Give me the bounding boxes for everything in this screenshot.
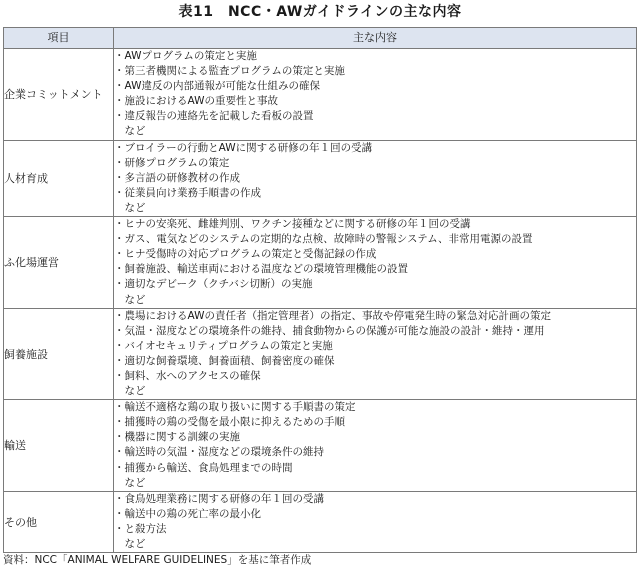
content-item: ・ブロイラーの行動とAWに関する研修の年１回の受講	[114, 141, 373, 154]
content-item: ・と殺方法	[114, 522, 167, 535]
content-item: ・捕獲時の鶏の受傷を最小限に抑えるための手順	[114, 416, 345, 429]
row-category: 企業コミットメント	[4, 49, 114, 141]
content-item: ・機器に関する訓練の実施	[114, 431, 240, 444]
content-item: ・ガス、電気などのシステムの定期的な点検、故障時の警報システム、非常用電源の設置	[114, 233, 533, 246]
table-row	[4, 308, 637, 400]
content-item: など	[114, 385, 146, 398]
content-item: ・ヒナ受傷時の対応プログラムの策定と受傷記録の作成	[114, 248, 377, 261]
content-item: ・ヒナの安楽死、雌雄判別、ワクチン接種などに関する研修の年１回の受講	[114, 218, 471, 231]
row-contents	[114, 400, 637, 492]
content-item: ・気温・湿度などの環境条件の維持、捕食動物からの保護が可能な施設の設計・維持・運用	[114, 324, 545, 337]
content-item: ・多言語の研修教材の作成	[114, 171, 240, 184]
content-item: ・農場におけるAWの責任者（指定管理者）の指定、事故や停電発生時の緊急対応計画の策定	[114, 309, 551, 322]
content-item: など	[114, 201, 146, 214]
content-item: ・バイオセキュリティプログラムの策定と実施	[114, 339, 333, 352]
row-category: 輸送	[4, 400, 114, 492]
source-note: 資料：NCC「ANIMAL WELFARE GUIDELINES」を基に筆者作成	[3, 554, 312, 566]
content-item: ・適切なデビーク（クチバシ切断）の実施	[114, 278, 313, 291]
row-contents	[114, 140, 637, 216]
content-item: ・研修プログラムの策定	[114, 156, 230, 169]
row-category: その他	[4, 491, 114, 552]
table-header-row	[4, 28, 637, 49]
content-item: など	[114, 293, 146, 306]
table-row	[4, 491, 637, 552]
content-item: ・飼養施設、輸送車両における温度などの環境管理機能の設置	[114, 263, 408, 276]
header-contents: 主な内容	[114, 28, 637, 49]
content-item: ・AWプログラムの策定と実施	[114, 50, 257, 62]
content-item: ・捕獲から輸送、食鳥処理までの時間	[114, 461, 293, 474]
table-row	[4, 217, 637, 309]
row-contents	[114, 491, 637, 552]
content-item: など	[114, 125, 146, 138]
header-category: 項目	[4, 28, 114, 49]
row-contents	[114, 308, 637, 400]
content-item: ・違反報告の連絡先を記載した看板の設置	[114, 110, 314, 123]
content-item: ・食鳥処理業務に関する研修の年１回の受講	[114, 492, 324, 505]
content-item: など	[114, 476, 146, 489]
table-title: 表11 NCC・AWガイドラインの主な内容	[178, 4, 462, 20]
content-item: ・飼料、水へのアクセスの確保	[114, 369, 261, 382]
content-item: ・第三者機関による監査プログラムの策定と実施	[114, 65, 345, 78]
row-category: 人材育成	[4, 140, 114, 216]
content-item: ・適切な飼養環境、飼養面積、飼養密度の確保	[114, 354, 335, 367]
row-category: 飼養施設	[4, 308, 114, 400]
content-item: など	[114, 538, 146, 550]
guideline-table	[3, 27, 637, 553]
content-item: ・輸送中の鶏の死亡率の最小化	[114, 507, 261, 520]
row-category: ふ化場運営	[4, 217, 114, 309]
table-row	[4, 49, 637, 141]
row-contents	[114, 49, 637, 141]
content-item: ・施設におけるAWの重要性と事故	[114, 95, 278, 108]
content-item: ・AW違反の内部通報が可能な仕組みの確保	[114, 80, 320, 93]
row-contents	[114, 217, 637, 309]
content-item: ・輸送時の気温・湿度などの環境条件の維持	[114, 446, 324, 459]
content-item: ・輸送不適格な鶏の取り扱いに関する手順書の策定	[114, 401, 356, 414]
table-row	[4, 140, 637, 216]
content-item: ・従業員向け業務手順書の作成	[114, 186, 261, 199]
table-row	[4, 400, 637, 492]
